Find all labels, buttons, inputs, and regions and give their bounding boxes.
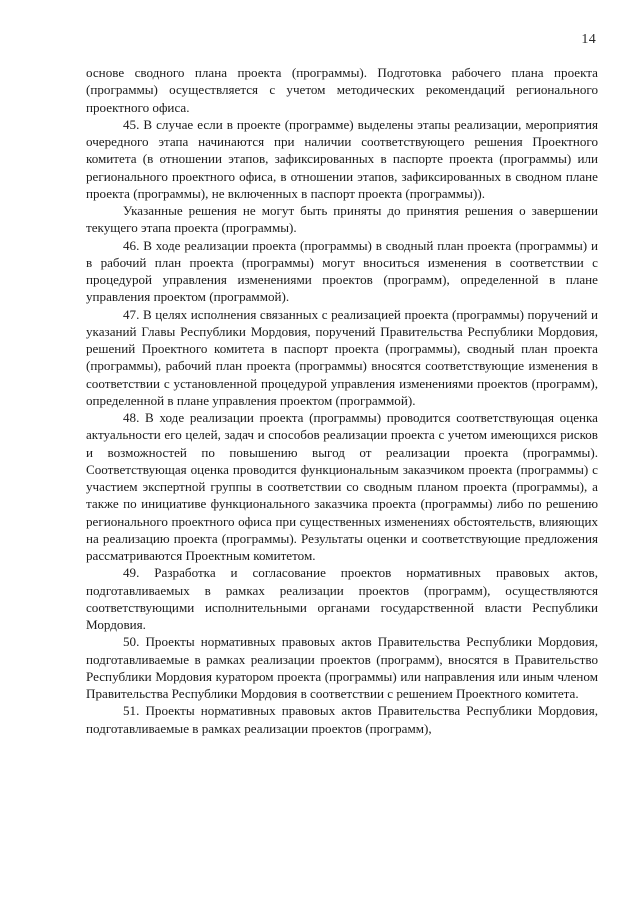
paragraph-48: 48. В ходе реализации проекта (программы) проводится соответствующая оценка актуальности его целей, задач и способов реализации проекта с учетом имеющихся рисков и возможностей по повышению выгод от реализации проекта (программы). Соответствующая оценка проводится функциональным заказчиком проекта (программы) с участием экспертной группы в соответствии со сводным планом проекта (программы), а также по инициативе функционального заказчика проекта (программы) либо по решению регионального проектного офиса при существенных изменениях обстоятельств, влияющих на реализацию проекта (программы). Результаты оценки и соответствующие предложения рассматриваются Проектным комитетом. [86,410,598,563]
paragraph-47: 47. В целях исполнения связанных с реализацией проекта (программы) поручений и указаний Главы Республики Мордовия, поручений Правительства Республики Мордовия, решений Проектного комитета в паспорт проекта (программы), сводный план проекта (программы), рабочий план проекта (программы) вносятся соответствующие изменения в соответствии с установленной процедурой управления изменениями проектов (программ), определенной в плане управления проектом (программой). [86,306,598,408]
paragraph-46: 46. В ходе реализации проекта (программы) в сводный план проекта (программы) и в рабочий план проекта (программы) могут вноситься изменения в соответствии с процедурой управления изменениями проектов (программ), определенной в плане управления проектом (программой). [86,237,598,305]
paragraph-50: 50. Проекты нормативных правовых актов Правительства Республики Мордовия, подготавливаемые в рамках реализации проектов (программ), вносятся в Правительство Республики Мордовия куратором проекта (программы) или направления или иным членом Правительства Республики Мордовия в соответствии с решением Проектного комитета. [86,634,598,701]
document-body [86,64,598,737]
paragraph-45-note: Указанные решения не могут быть приняты до принятия решения о завершении текущего этапа проекта (программы). [86,203,598,236]
paragraph-49: 49. Разработка и согласование проектов нормативных правовых актов, подготавливаемых в рамках реализации проектов (программ), осуществляются соответствующими исполнительными органами государственной власти Республики Мордовия. [86,565,598,632]
paragraph-continuation: основе сводного плана проекта (программы). Подготовка рабочего плана проекта (программы) осуществляется с учетом методических рекомендаций регионального проектного офиса. [86,65,598,115]
page-number: 14 [581,32,596,47]
paragraph-51: 51. Проекты нормативных правовых актов Правительства Республики Мордовия, подготавливаемые в рамках реализации проектов (программ), [86,703,598,736]
paragraph-45: 45. В случае если в проекте (программе) выделены этапы реализации, мероприятия очередного этапа начинаются при наличии соответствующего решения Проектного комитета (в отношении этапов, зафиксированных в паспорте проекта (программы) или регионального проектного офиса, в отношении этапов, зафиксированных в сводном плане проекта (программы), не включенных в паспорт проекта (программы)). [86,116,598,201]
